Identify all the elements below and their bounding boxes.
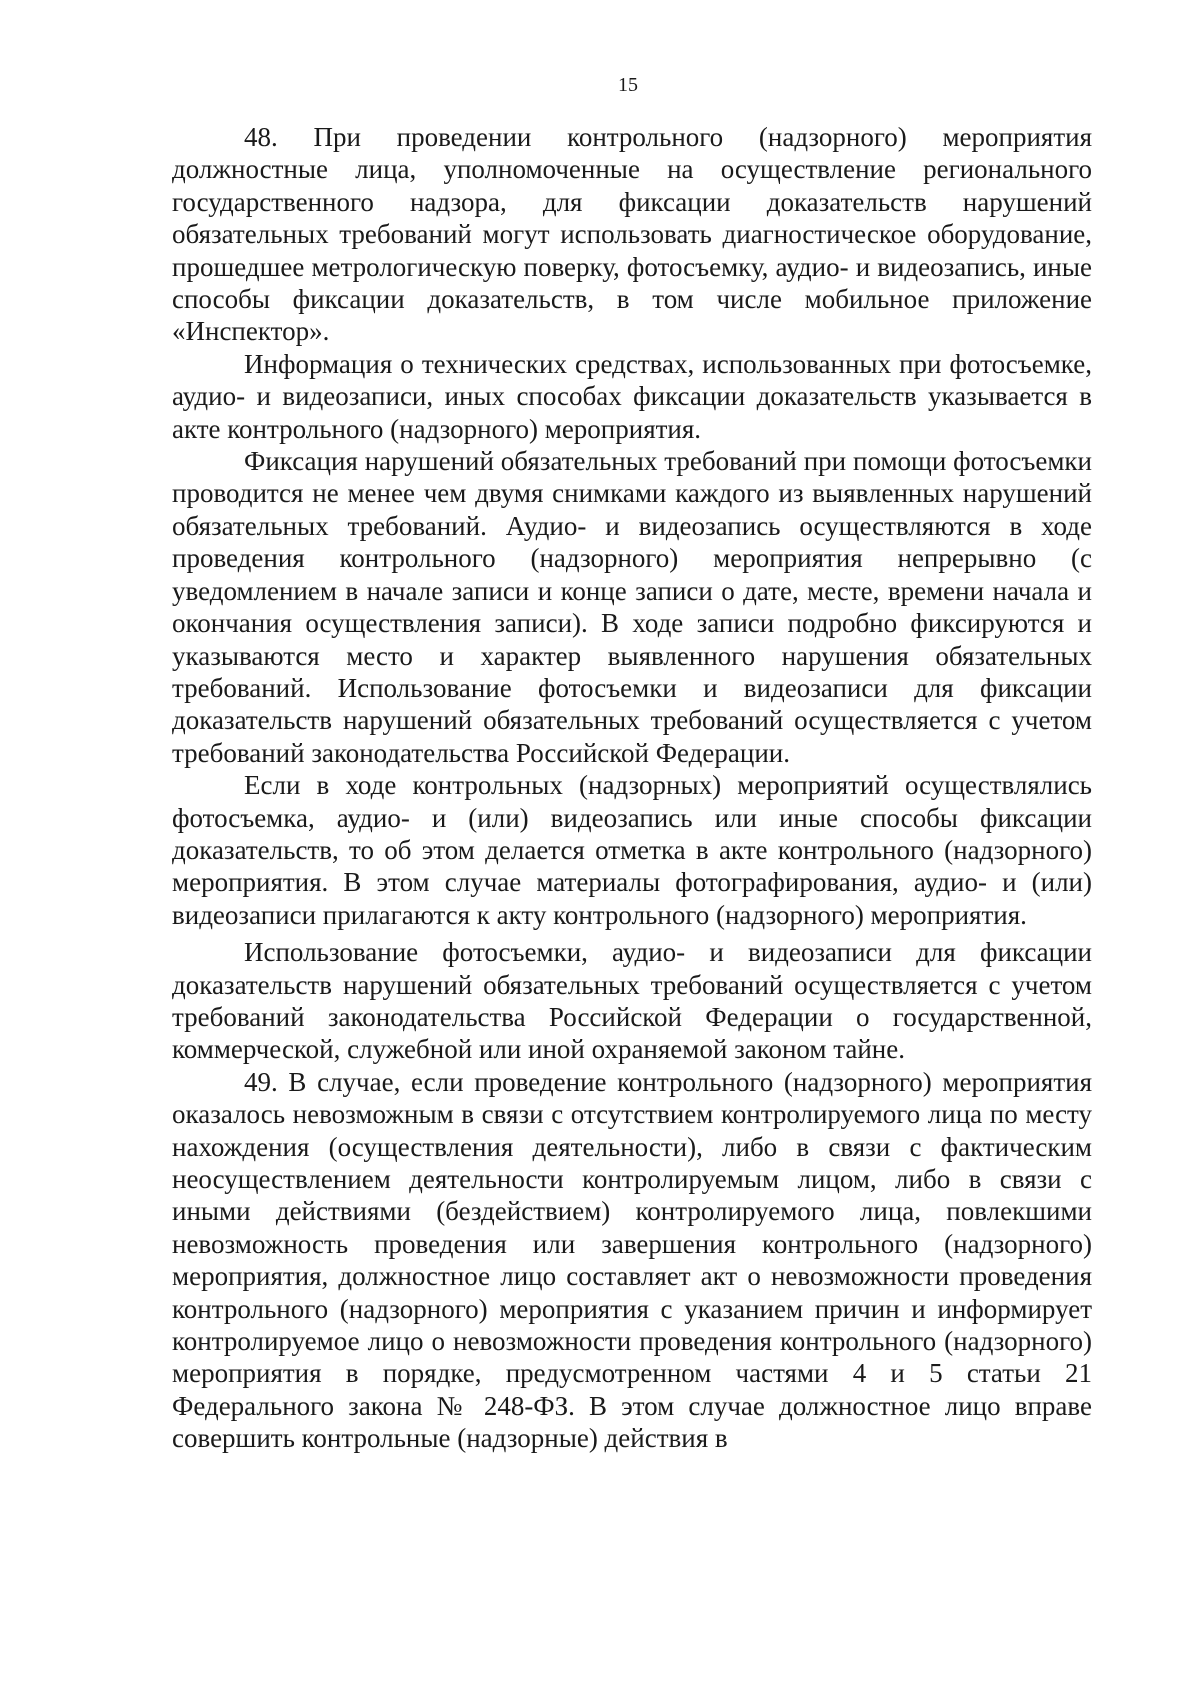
- paragraph-act-note: Если в ходе контрольных (надзорных) мероприятий осуществлялись фотосъемка, аудио- и (или) видеозапись или иные способы фиксации доказательств, то об этом делается отметка в акте контрольного (надзорного) мероприятия. В этом случае материалы фотографирования, аудио- и (или) видеозаписи прилагаются к акту контрольного (надзорного) мероприятия.: [172, 770, 1092, 930]
- paragraph-49-clause: 49. В случае, если проведение контрольного (надзорного) мероприятия оказалось невозможным в связи с отсутствием контролируемого лица по месту нахождения (осуществления деятельности), либо в связи с фактическим неосуществлением деятельности контролируемым лицом, либо в связи с иными действиями (бездействием) контролируемого лица, повлекшими невозможность проведения или завершения контрольного (надзорного) мероприятия, должностное лицо составляет акт о невозможности проведения контрольного (надзорного) мероприятия с указанием причин и информирует контролируемое лицо о невозможности проведения контрольного (надзорного) мероприятия в порядке, предусмотренном частями 4 и 5 статьи 21 Федерального закона № 248-ФЗ. В этом случае должностное лицо вправе совершить контрольные (надзорные) действия в: [172, 1066, 1092, 1454]
- document-body: [172, 121, 1092, 1455]
- paragraph-secrecy-requirements: Использование фотосъемки, аудио- и видеозаписи для фиксации доказательств нарушений обязательных требований осуществляется с учетом требований законодательства Российской Федерации о государственной, коммерческой, служебной или иной охраняемой законом тайне.: [172, 937, 1092, 1065]
- paragraph-violation-fixation: Фиксация нарушений обязательных требований при помощи фотосъемки проводится не менее чем двумя снимками каждого из выявленных нарушений обязательных требований. Аудио- и видеозапись осуществляются в ходе проведения контрольного (надзорного) мероприятия непрерывно (с уведомлением в начале записи и конце записи о дате, месте, времени начала и окончания осуществления записи). В ходе записи подробно фиксируются и указываются место и характер выявленного нарушения обязательных требований. Использование фотосъемки и видеозаписи для фиксации доказательств нарушений обязательных требований осуществляется с учетом требований законодательства Российской Федерации.: [172, 446, 1092, 768]
- paragraph-48-clause: 48. При проведении контрольного (надзорного) мероприятия должностные лица, уполномоченные на осуществление регионального государственного надзора, для фиксации доказательств нарушений обязательных требований могут использовать диагностическое оборудование, прошедшее метрологическую поверку, фотосъемку, аудио- и видеозапись, иные способы фиксации доказательств, в том числе мобильное приложение «Инспектор».: [172, 122, 1092, 347]
- page-number: 15: [618, 74, 638, 96]
- paragraph-technical-means-info: Информация о технических средствах, использованных при фотосъемке, аудио- и видеозаписи, иных способах фиксации доказательств указывается в акте контрольного (надзорного) мероприятия.: [172, 348, 1092, 444]
